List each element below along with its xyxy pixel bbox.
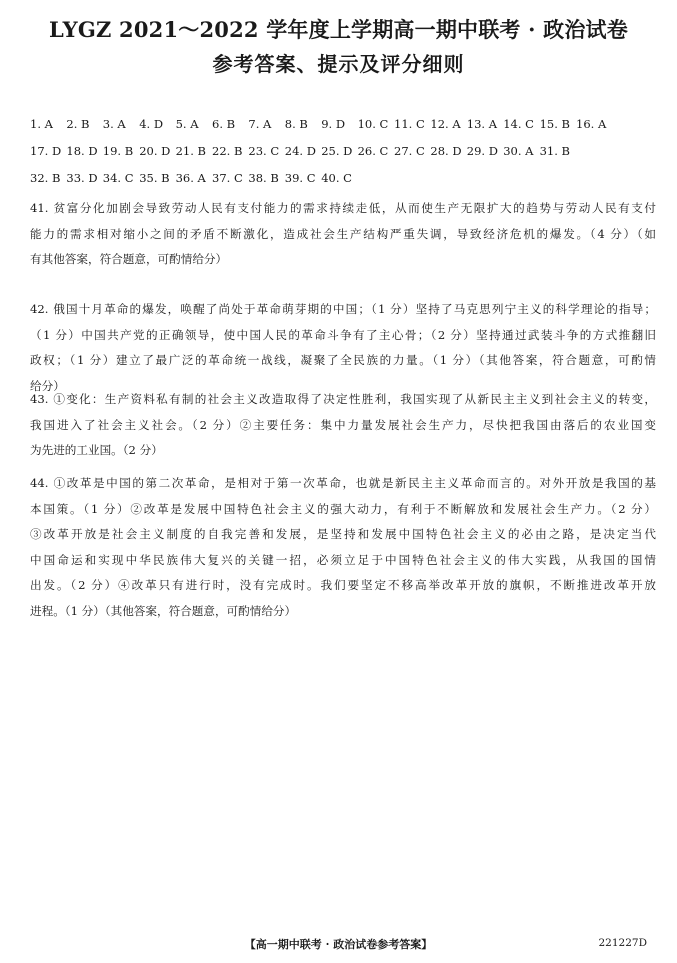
question-42 [30,297,656,399]
answer-item: 5. A [175,117,199,131]
answer-item: 39. C [284,171,316,185]
answer-text-line: 有其他答案，符合题意，可酌情给分） [30,252,228,266]
answer-item: 22. B [212,144,243,158]
answer-item: 10. C [357,117,389,131]
answer-item: 12. A [430,117,461,131]
answer-item: 6. B [212,117,236,131]
page-subtitle: 参考答案、提示及评分细则 [212,52,465,76]
answer-row [30,117,660,133]
answer-item: 31. B [539,144,570,158]
answer-item: 27. C [394,144,425,158]
answer-item: 16. A [576,117,607,131]
answer-text-line: 41. 贫富分化加剧会导致劳动人民有支付能力的需求持续走低，从而使生产无限扩大的趋势与劳动人民有支付 [30,201,656,215]
answer-item: 9. D [321,117,346,131]
question-44 [30,471,656,624]
answer-item: 34. C [102,171,134,185]
answer-item: 14. C [503,117,534,131]
answer-item: 30. A [503,144,534,158]
answer-item: 7. A [248,117,272,131]
answer-item: 36. A [175,171,206,185]
answer-item: 28. D [430,144,462,158]
page-title: LYGZ 2021～2022 学年度上学期高一期中联考 · 政治试卷 [49,17,628,42]
answer-text-line: 出发。（2 分）④改革只有进行时，没有完成时。我们要坚定不移高举改革开放的旗帜，不断推进改革开放 [30,578,656,592]
answer-text-line: 进程。（1 分）（其他答案，符合题意，可酌情给分） [30,603,297,618]
answer-item: 33. D [66,171,98,185]
answer-item: 20. D [139,144,171,158]
answer-item: 19. B [102,144,134,158]
answer-item: 38. B [248,171,279,185]
answer-text-line: 42. 俄国十月革命的爆发，唤醒了尚处于革命萌芽期的中国；（1 分）坚持了马克思列宁主义的科学理论的指导； [30,302,656,316]
answer-item: 29. D [466,144,498,158]
answer-text-line: 能力的需求相对缩小之间的矛盾不断激化，造成社会生产结构严重失调，导致经济危机的爆发。（4 分）（如 [30,226,656,241]
answer-text-line: ③改革开放是社会主义制度的自我完善和发展，是坚持和发展中国特色社会主义的必由之路，是决定当代 [30,527,656,541]
answer-item: 40. C [321,171,352,185]
answer-item: 11. C [394,117,425,131]
answer-item: 1. A [30,117,53,131]
answer-row [30,144,660,160]
answer-item: 35. B [139,171,170,185]
footer-code: 221227D [598,937,647,949]
answer-text-line: （1 分）中国共产党的正确领导，使中国人民的革命斗争有了主心骨；（2 分）坚持通过武装斗争的方式推翻旧 [30,327,656,342]
answer-item: 24. D [284,144,316,158]
answer-text-line: 政权；（1 分）建立了最广泛的革命统一战线，凝聚了全民族的力量。（1 分）（其他答案，符合题意，可酌情 [30,353,656,367]
answer-text-line: 44. ①改革是中国的第二次革命，是相对于第一次革命，也就是新民主主义革命而言的。对外开放是我国的基 [30,476,656,490]
answer-text-line: 中国命运和实现中华民族伟大复兴的关键一招，必须立足于中国特色社会主义的伟大实践，从我国的国情 [30,552,656,567]
footer-title: 【高一期中联考 · 政治试卷参考答案】 [244,938,433,951]
answer-item: 2. B [66,117,90,131]
answer-text-line: 给分） [30,378,65,393]
question-43 [30,387,656,464]
answer-item: 23. C [248,144,280,158]
answer-item: 21. B [175,144,206,158]
answer-item: 4. D [139,117,164,131]
answer-item: 37. C [212,171,243,185]
answer-item: 18. D [66,144,98,158]
answer-item: 26. C [357,144,389,158]
answer-item: 25. D [321,144,353,158]
answer-item: 13. A [466,117,498,131]
answer-row [30,171,660,187]
answer-item: 3. A [102,117,126,131]
question-41 [30,196,656,273]
answer-text-line: 本国策。（1 分）②改革是发展中国特色社会主义的强大动力，有利于不断解放和发展社会生产力。（2 分） [30,501,656,516]
answer-text-line: 我国进入了社会主义社会。（2 分）②主要任务：集中力量发展社会生产力，尽快把我国由落后的农业国变 [30,417,656,432]
answer-item: 32. B [30,171,61,185]
answer-text-line: 为先进的工业国。（2 分） [30,443,163,457]
answer-item: 15. B [539,117,570,131]
answer-item: 17. D [30,144,62,158]
answer-item: 8. B [284,117,308,131]
answer-text-line: 43. ①变化：生产资料私有制的社会主义改造取得了决定性胜利，我国实现了从新民主主义到社会主义的转变， [30,392,656,406]
